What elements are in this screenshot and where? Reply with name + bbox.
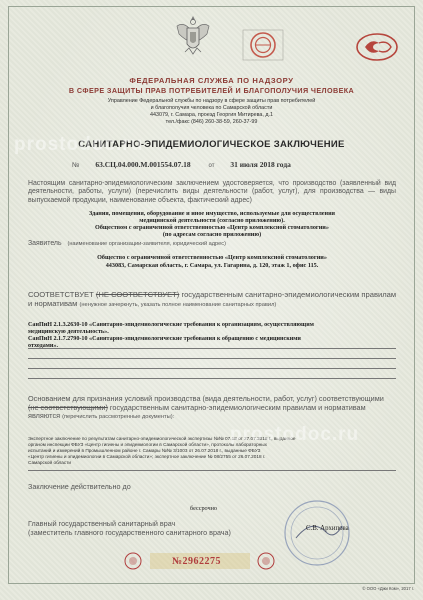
document-title: САНИТАРНО-ЭПИДЕМИОЛОГИЧЕСКОЕ ЗАКЛЮЧЕНИЕ xyxy=(78,139,345,150)
coat-of-arms-icon xyxy=(171,12,215,62)
signer-name: С.В. Архипова xyxy=(306,525,349,532)
hologram-icon xyxy=(257,552,275,570)
conformity-text: государственным санитарно-эпидемиологическим правилам и нормативам xyxy=(28,290,397,308)
hologram-icon xyxy=(124,552,142,570)
activity-line3: Обществом с ограниченной ответственностью «Центр комплексной стоматологии» xyxy=(95,224,329,231)
expert-line5: Самарской области xyxy=(28,459,71,465)
rules-block xyxy=(28,322,394,350)
expert-line4: «Центр гигиены и эпидемиологии в Самарской области»; экспертное заключение № 08/2755 от 26.07.2018 г. xyxy=(28,453,266,459)
conformity-note: (ненужное зачеркнуть, указать полное наименование санитарных правил) xyxy=(79,302,277,308)
signer-line2: (заместитель главного государственного санитарного врача) xyxy=(28,527,231,537)
number-label: № xyxy=(72,162,80,169)
divider xyxy=(28,358,396,359)
intro-paragraph: Настоящим санитарно-эпидемиологическим заключением удостоверяется, что производство (заявленный вид деятельности, работы, услуги) (перечислить виды деятельности (работ, услуг), для производства — виды выпускаемой продукции, наименование объекта, фактический адрес) xyxy=(28,180,396,204)
office-line1: Управление Федеральной службы по надзору в сфере защиты прав потребителей xyxy=(107,98,316,104)
applicant-label: Заявитель xyxy=(28,240,62,247)
certificate-number-line xyxy=(72,160,291,169)
validity-label: Заключение действительно до xyxy=(28,482,131,491)
activity-line4: (по адресам согласно приложению) xyxy=(162,231,262,238)
conformity-struck: (НЕ СООТВЕТСТВУЕТ) xyxy=(95,290,180,299)
expert-line1: Экспертное заключение по результатам санитарно-эпидемиологической экспертизы №№ 07.18 от 27.07.2018 г., выданное xyxy=(28,436,296,441)
expert-line3: испытаний и измерений в Промышленном районе г. Самары №№ 3/1003 от 26.07.2018 г., выданные ФБУЗ xyxy=(28,447,261,453)
applicant-note: (наименование организации-заявителя, юридический адрес) xyxy=(67,241,226,247)
divider xyxy=(28,378,396,379)
printer-footer: © ООО «Джи Ком», 2017 г. xyxy=(362,586,414,591)
divider xyxy=(28,470,396,471)
signer-line1: Главный государственный санитарный врач xyxy=(28,519,176,528)
rule-line1: СанПиН 2.1.3.2630-10 «Санитарно-эпидемиологические требования к организациям, осуществляющим xyxy=(28,322,314,328)
divider xyxy=(28,368,396,369)
office-address: 443079, г. Самара, проезд Георгия Митирева, д.1 xyxy=(149,112,274,118)
agency-name-line1: ФЕДЕРАЛЬНАЯ СЛУЖБА ПО НАДЗОРУ xyxy=(129,76,294,85)
basis-text-b: государственным санитарно-эпидемиологическим правилам и нормативам являются xyxy=(28,402,366,421)
watermark: prostodoc.ru xyxy=(230,424,360,445)
watermark: prostodoc.ru xyxy=(14,134,144,155)
applicant-label-line xyxy=(28,240,396,248)
divider xyxy=(28,348,396,349)
certificate-number: 63.СЦ.04.000.М.001554.07.18 xyxy=(95,160,191,169)
office-phone: тел./факс (846) 260-38-59, 260-37-99 xyxy=(165,119,258,125)
official-stamp-icon xyxy=(282,498,352,568)
signer-title xyxy=(28,520,308,538)
expert-line2: органом инспекции ФБУЗ «Центр гигиены и эпидемиологии в Самарской области», протоколы лабораторных xyxy=(28,441,268,447)
basis-text-a: Основанием для признания условий производства (вида деятельности, работ, услуг) соответствующими xyxy=(28,394,384,403)
activity-line1: Здания, помещения, оборудование и иное имущество, используемые для осуществления xyxy=(88,210,336,217)
date-from-label: от xyxy=(208,163,215,169)
office-line2: и благополучия человека по Самарской области xyxy=(150,105,273,111)
rule-line2: медицинскую деятельность». xyxy=(28,329,109,336)
conformity-status: СООТВЕТСТВУЕТ xyxy=(28,290,94,299)
basis-struck: (не соответствующими) xyxy=(28,402,108,412)
conformity-paragraph xyxy=(28,290,398,310)
rospotrebnadzor-emblem-icon xyxy=(241,28,285,62)
activity-line2: медицинской деятельности (согласно приложению). xyxy=(139,217,285,224)
expert-conclusion xyxy=(28,436,396,466)
ministry-logo-icon xyxy=(353,30,401,64)
applicant-address: 443083, Самарская область, г. Самара, ул. Гагарина, д. 120, этаж 1, офис 115. xyxy=(105,262,319,269)
basis-note: (перечислить рассмотренные документы): xyxy=(62,414,175,421)
basis-paragraph xyxy=(28,395,396,422)
certificate-date: 31 июля 2018 года xyxy=(230,160,291,169)
agency-name-line2: В СФЕРЕ ЗАЩИТЫ ПРАВ ПОТРЕБИТЕЛЕЙ И БЛАГОПОЛУЧИЯ ЧЕЛОВЕКА xyxy=(68,86,355,95)
applicant-name: Общество с ограниченной ответственностью «Центр комплексной стоматологии» xyxy=(97,254,327,261)
rule-line3: СанПиН 2.1.7.2790-10 «Санитарно-эпидемиологические требования к обращению с медицинскими xyxy=(28,336,301,343)
rule-line4: отходами». xyxy=(28,343,59,350)
form-serial-number: №2962275 xyxy=(172,556,222,567)
validity-value: бессрочно xyxy=(190,505,218,512)
